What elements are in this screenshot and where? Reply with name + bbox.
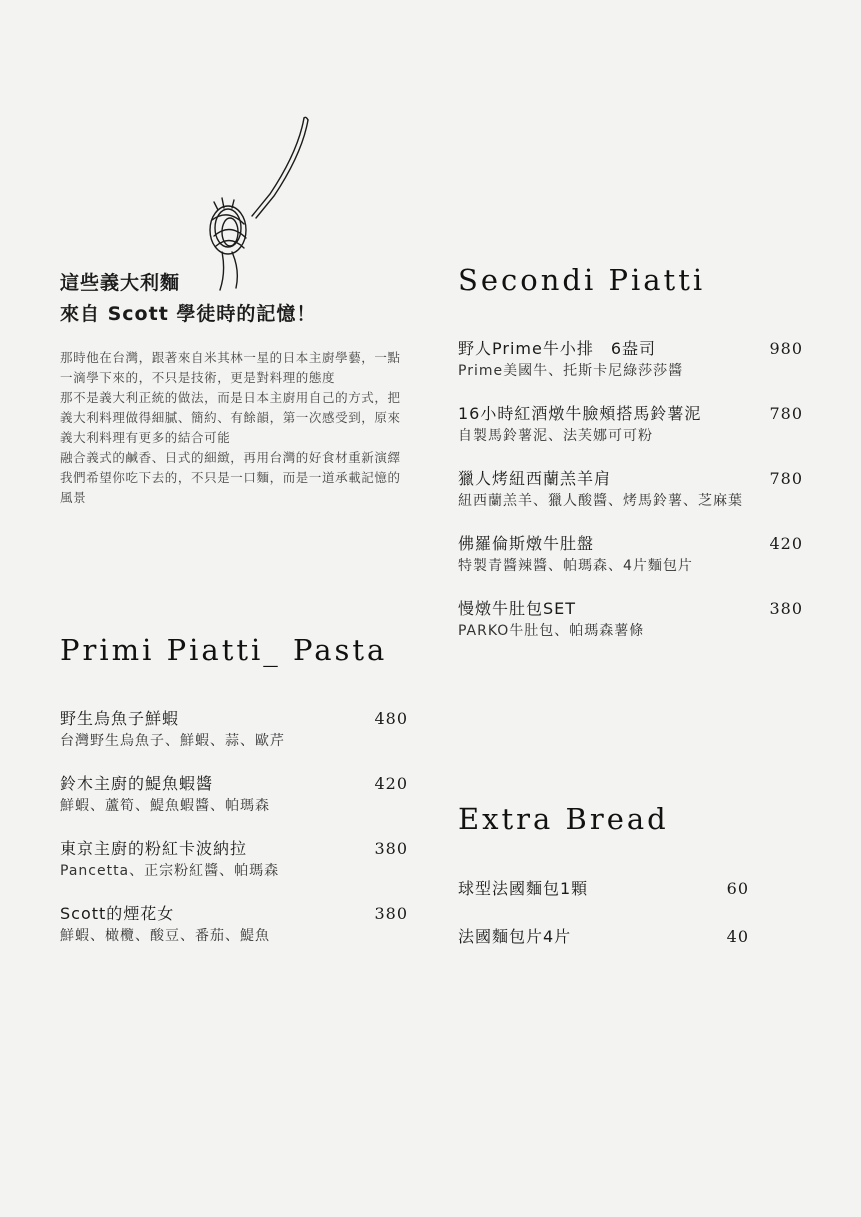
intro-title-line1: 這些義大利麵 xyxy=(60,272,181,294)
item-desc: 鮮蝦、橄欖、酸豆、番茄、鯷魚 xyxy=(60,928,270,944)
menu-item xyxy=(458,598,803,642)
intro-paragraph: 我們希望你吃下去的，不只是一口麵，而是一道承載記憶的風景 xyxy=(60,470,401,505)
menu-item xyxy=(458,468,803,512)
item-name: 鈴木主廚的鯷魚蝦醬 xyxy=(60,774,214,793)
menu-item xyxy=(60,708,408,752)
item-name: 法國麵包片4片 xyxy=(458,927,572,946)
item-name: 慢燉牛肚包SET xyxy=(458,599,577,618)
item-price: 420 xyxy=(769,534,803,553)
item-name: Scott的煙花女 xyxy=(60,904,175,923)
intro-body xyxy=(60,348,410,508)
menu-item xyxy=(458,926,749,948)
item-name: 球型法國麵包1顆 xyxy=(458,879,589,898)
item-name: 獵人烤紐西蘭羔羊肩 xyxy=(458,469,612,488)
item-name: 16小時紅酒燉牛臉頰搭馬鈴薯泥 xyxy=(458,404,702,423)
item-name: 野人Prime牛小排 6盎司 xyxy=(458,339,657,358)
intro-block xyxy=(60,268,410,508)
item-desc: 自製馬鈴薯泥、法芙娜可可粉 xyxy=(458,428,653,444)
item-price: 780 xyxy=(769,404,803,423)
item-price: 480 xyxy=(374,709,408,728)
item-price: 380 xyxy=(769,599,803,618)
item-desc: 鮮蝦、蘆筍、鯷魚蝦醬、帕瑪森 xyxy=(60,798,270,814)
intro-title xyxy=(60,268,410,330)
primi-section-title: Primi Piatti_ Pasta xyxy=(60,633,388,667)
intro-title-line2: 來自 Scott 學徒時的記憶！ xyxy=(60,303,317,325)
intro-paragraph: 那不是義大利正統的做法，而是日本主廚用自己的方式，把義大利料理做得細膩、簡約、有餘韻，第一次感受到，原來義大利料理有更多的結合可能 xyxy=(60,390,401,445)
intro-paragraph: 融合義式的鹹香、日式的細緻，再用台灣的好食材重新演繹 xyxy=(60,450,401,465)
item-name: 佛羅倫斯燉牛肚盤 xyxy=(458,534,595,553)
intro-paragraph: 那時他在台灣，跟著來自米其林一星的日本主廚學藝，一點一滴學下來的，不只是技術，更是對料理的態度 xyxy=(60,350,401,385)
item-name: 野生烏魚子鮮蝦 xyxy=(60,709,180,728)
item-desc: 台灣野生烏魚子、鮮蝦、蒜、歐芹 xyxy=(60,733,285,749)
menu-item xyxy=(458,878,749,900)
item-price: 380 xyxy=(374,839,408,858)
item-desc: 特製青醬辣醬、帕瑪森、4片麵包片 xyxy=(458,558,693,574)
item-price: 420 xyxy=(374,774,408,793)
item-desc: Pancetta、正宗粉紅醬、帕瑪森 xyxy=(60,863,280,879)
menu-item xyxy=(458,403,803,447)
bread-section-title: Extra Bread xyxy=(458,802,669,836)
menu-item xyxy=(60,903,408,947)
item-price: 60 xyxy=(726,879,749,898)
menu-item xyxy=(458,533,803,577)
menu-item xyxy=(60,773,408,817)
item-price: 780 xyxy=(769,469,803,488)
item-price: 380 xyxy=(374,904,408,923)
secondi-section-title: Secondi Piatti xyxy=(458,263,706,297)
item-desc: 紐西蘭羔羊、獵人酸醬、烤馬鈴薯、芝麻葉 xyxy=(458,493,743,509)
item-desc: PARKO牛肚包、帕瑪森薯條 xyxy=(458,623,645,639)
item-price: 980 xyxy=(769,339,803,358)
item-price: 40 xyxy=(726,927,749,946)
item-name: 東京主廚的粉紅卡波納拉 xyxy=(60,839,248,858)
menu-item xyxy=(458,338,803,382)
pasta-fork-illustration xyxy=(200,112,315,292)
menu-item xyxy=(60,838,408,882)
item-desc: Prime美國牛、托斯卡尼綠莎莎醬 xyxy=(458,363,684,379)
